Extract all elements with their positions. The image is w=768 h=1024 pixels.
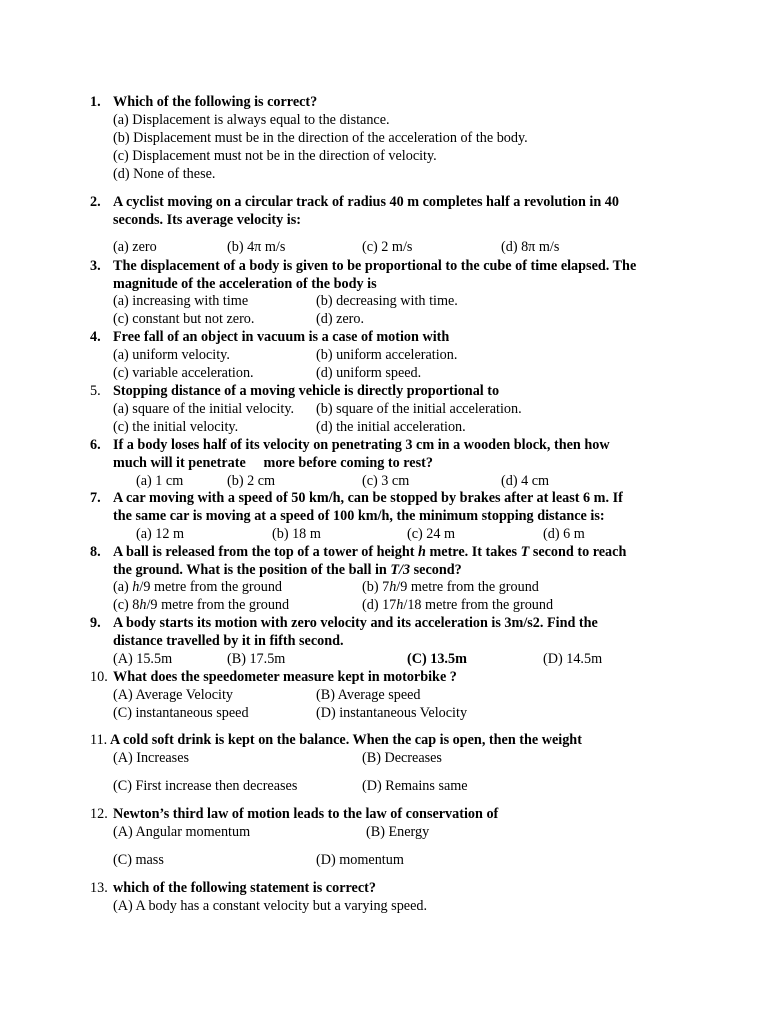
question-stem: magnitude of the acceleration of the body is: [113, 276, 377, 292]
question-stem: the ground. What is the position of the ball in T/3 second?: [113, 562, 462, 578]
option: (B) Average speed: [316, 687, 421, 703]
question-number: 6.: [90, 437, 101, 453]
option: (a) 12 m: [136, 526, 185, 542]
option: (D) Remains same: [362, 778, 468, 794]
option: (a) h/9 metre from the ground: [113, 579, 283, 595]
option: (a) zero: [113, 239, 157, 255]
question-stem: A body starts its motion with zero velocity and its acceleration is 3m/s2. Find the: [113, 615, 598, 631]
option: (D) instantaneous Velocity: [316, 705, 468, 721]
question-number: 7.: [90, 490, 101, 506]
option: (c) variable acceleration.: [113, 365, 254, 381]
option: (b) decreasing with time.: [316, 293, 458, 309]
option: (a) increasing with time: [113, 293, 249, 309]
option: (d) the initial acceleration.: [316, 419, 466, 435]
option: (b) 7h/9 metre from the ground: [362, 579, 539, 595]
option: (b) square of the initial acceleration.: [316, 401, 522, 417]
option: (C) mass: [113, 852, 164, 868]
option: (b) 2 cm: [227, 473, 276, 489]
option: (a) 1 cm: [136, 473, 184, 489]
option: (b) 4π m/s: [227, 239, 286, 255]
question-number: 5.: [90, 383, 101, 399]
question-number: 10.: [90, 669, 108, 685]
question-number: 4.: [90, 329, 101, 345]
option: (D) momentum: [316, 852, 404, 868]
question-stem: much will it penetrate more before coming to rest?: [113, 455, 433, 471]
option: (c) 24 m: [407, 526, 456, 542]
question-number: 12.: [90, 806, 108, 822]
question-number: 9.: [90, 615, 101, 631]
question-stem: Newton’s third law of motion leads to the law of conservation of: [113, 806, 499, 822]
option: (d) 17h/18 metre from the ground: [362, 597, 554, 613]
option: (a) square of the initial velocity.: [113, 401, 295, 417]
question-stem: seconds. Its average velocity is:: [113, 212, 301, 228]
option: (A) Angular momentum: [113, 824, 251, 840]
option: (A) Average Velocity: [113, 687, 234, 703]
option: (d) None of these.: [113, 166, 216, 182]
option: (d) 8π m/s: [501, 239, 560, 255]
question-stem: A cold soft drink is kept on the balance. When the cap is open, then the weight: [110, 732, 582, 748]
option: (B) Decreases: [362, 750, 442, 766]
option: (d) uniform speed.: [316, 365, 422, 381]
option: (c) 3 cm: [362, 473, 410, 489]
option: (D) 14.5m: [543, 651, 603, 667]
option: (C) 13.5m: [407, 651, 467, 667]
option: (d) 4 cm: [501, 473, 550, 489]
question-number: 8.: [90, 544, 101, 560]
question-stem: The displacement of a body is given to be proportional to the cube of time elapsed. The: [113, 258, 637, 274]
option: (A) 15.5m: [113, 651, 173, 667]
option: (C) First increase then decreases: [113, 778, 298, 794]
question-stem: Free fall of an object in vacuum is a case of motion with: [113, 329, 450, 345]
question-number: 3.: [90, 258, 101, 274]
option: (B) Energy: [366, 824, 430, 840]
option: (a) uniform velocity.: [113, 347, 230, 363]
question-stem: A ball is released from the top of a tower of height h metre. It takes T second to reach: [113, 544, 627, 560]
question-number: 1.: [90, 94, 101, 110]
option: (B) 17.5m: [227, 651, 286, 667]
option: (C) instantaneous speed: [113, 705, 249, 721]
option: (b) 18 m: [272, 526, 321, 542]
question-stem: the same car is moving at a speed of 100 km/h, the minimum stopping distance is:: [113, 508, 605, 524]
question-number: 2.: [90, 194, 101, 210]
option: (b) uniform acceleration.: [316, 347, 458, 363]
question-stem: A car moving with a speed of 50 km/h, can be stopped by brakes after at least 6 m. If: [113, 490, 623, 506]
question-stem: Which of the following is correct?: [113, 94, 318, 110]
option: (A) A body has a constant velocity but a varying speed.: [113, 898, 428, 914]
question-stem: which of the following statement is correct?: [113, 880, 376, 896]
question-stem: If a body loses half of its velocity on penetrating 3 cm in a wooden block, then how: [113, 437, 610, 453]
question-stem: distance travelled by it in fifth second.: [113, 633, 344, 649]
option: (d) zero.: [316, 311, 365, 327]
option: (c) 8h/9 metre from the ground: [113, 597, 290, 613]
question-stem: What does the speedometer measure kept in motorbike ?: [113, 669, 457, 685]
option: (c) constant but not zero.: [113, 311, 255, 327]
option: (a) Displacement is always equal to the distance.: [113, 112, 390, 128]
option: (d) 6 m: [543, 526, 585, 542]
option: (c) the initial velocity.: [113, 419, 239, 435]
option: (A) Increases: [113, 750, 190, 766]
question-number: 11.: [90, 732, 108, 748]
question-number: 13.: [90, 880, 108, 896]
option: (b) Displacement must be in the direction of the acceleration of the body.: [113, 130, 528, 146]
question-stem: A cyclist moving on a circular track of radius 40 m completes half a revolution in 40: [113, 194, 619, 210]
question-stem: Stopping distance of a moving vehicle is directly proportional to: [113, 383, 500, 399]
option: (c) 2 m/s: [362, 239, 413, 255]
option: (c) Displacement must not be in the direction of velocity.: [113, 148, 437, 164]
